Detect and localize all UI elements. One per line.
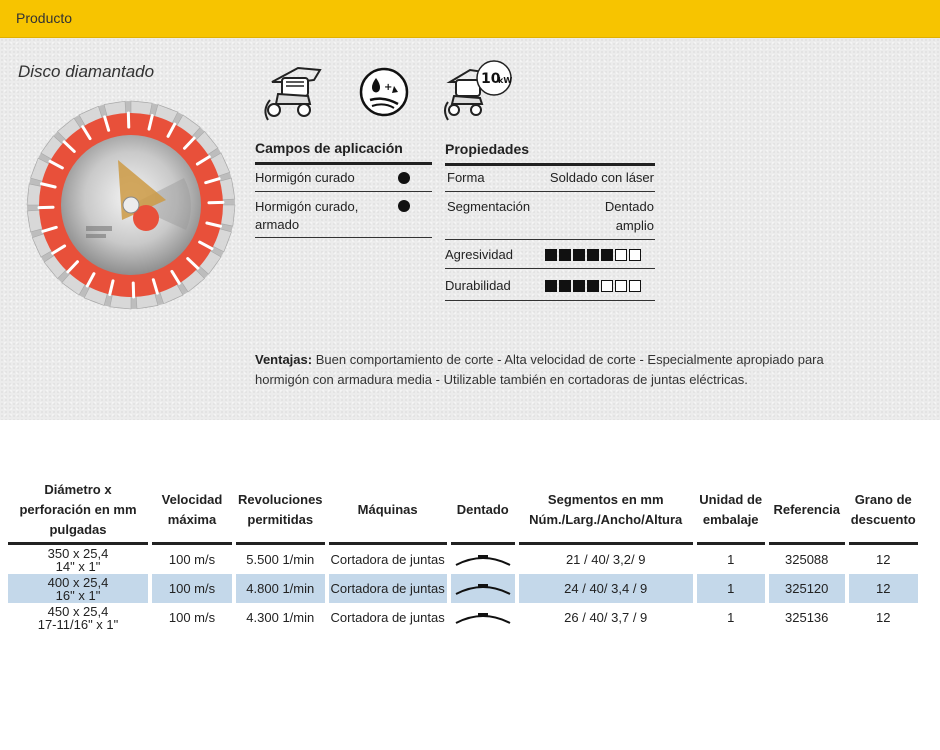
campo-hormigon-curado: Hormigón curado [255, 170, 355, 185]
rating-square [559, 280, 571, 292]
rating-square [573, 280, 585, 292]
header-title: Producto [16, 10, 73, 26]
col-unidad [697, 480, 765, 545]
col-diametro-line3: pulgadas [49, 522, 107, 537]
col-grano-line2: descuento [850, 512, 916, 527]
cell-maquina: Cortadora de juntas [329, 574, 447, 603]
rating-square [615, 280, 627, 292]
rating-square [629, 249, 641, 261]
cell-referencia: 325136 [785, 610, 829, 625]
table-row [8, 574, 918, 603]
cell-diametro-inch: 17-11/16" x 1" [37, 616, 119, 632]
specs-header-row [8, 480, 918, 545]
prop-divider [445, 300, 655, 301]
campos-divider [255, 191, 432, 192]
campo-applicable-dot [398, 200, 410, 212]
product-area [0, 38, 940, 420]
cell-diametro-inch: 14" x 1" [55, 558, 101, 574]
cell-unidad: 1 [727, 552, 735, 567]
ventajas-body: Buen comportamiento de corte - Alta velocidad de corte - Especialmente apropiado para hormigón con armadura media - Utilizable también en cortadoras de juntas eléctricas. [255, 352, 824, 387]
col-segmentos-line1: Segmentos en mm [547, 492, 664, 507]
prop-segmentacion-label: Segmentación [447, 199, 531, 214]
prop-agresividad-label: Agresividad [445, 247, 513, 262]
cell-velocidad: 100 m/s [168, 552, 216, 567]
rating-square [601, 280, 613, 292]
cell-revoluciones: 5.500 1/min [246, 552, 315, 567]
rating-square [615, 249, 627, 261]
rating-square [587, 249, 599, 261]
diamond-disc-image [26, 100, 236, 310]
campos-divider [255, 237, 432, 238]
rating-square [629, 280, 641, 292]
cell-diametro-mm: 350 x 25,4 [47, 545, 109, 561]
cell-segmentos: 21 / 40/ 3,2/ 9 [565, 552, 646, 567]
agresividad-rating [545, 249, 641, 261]
campos-title: Campos de aplicación [255, 140, 432, 165]
campo-applicable-dot [398, 172, 410, 184]
cell-unidad: 1 [697, 574, 765, 603]
svg-text:+: + [384, 82, 393, 93]
cell-diametro [8, 603, 148, 632]
cell-maquina: Cortadora de juntas [330, 552, 445, 567]
table-row [8, 603, 918, 632]
col-velocidad-line2: máxima [167, 512, 217, 527]
rating-square [559, 249, 571, 261]
propiedades-title: Propiedades [445, 141, 655, 166]
campo-hormigon-armado-line2: armado [255, 217, 300, 232]
durabilidad-rating [545, 280, 641, 292]
cell-diametro-inch: 16" x 1" [55, 587, 101, 603]
power-label-unit: kW [498, 76, 513, 85]
wet-dry-cutting-icon [358, 66, 410, 118]
dentado-segment-icon [454, 553, 512, 567]
col-diametro-line2: perforación en mm [19, 502, 137, 517]
prop-divider [445, 191, 655, 192]
cell-diametro [8, 545, 148, 574]
prop-segmentacion-value-line1: Dentado [604, 199, 654, 214]
dentado-segment-icon [454, 611, 512, 625]
rating-square [601, 249, 613, 261]
cell-dentado [451, 603, 515, 632]
cell-grano: 12 [849, 574, 918, 603]
rating-square [545, 249, 557, 261]
prop-segmentacion-value-line2: amplio [615, 218, 654, 233]
col-diametro [8, 480, 148, 545]
cell-segmentos: 26 / 40/ 3,7 / 9 [564, 610, 648, 625]
cell-dentado [451, 574, 515, 603]
prop-forma-label: Forma [447, 170, 485, 185]
ventajas-label: Ventajas: [255, 352, 313, 367]
cell-revoluciones: 4.800 1/min [236, 574, 325, 603]
col-maquinas: Máquinas [329, 480, 447, 545]
col-unidad-line1: Unidad de [699, 492, 763, 507]
cell-velocidad: 100 m/s [152, 574, 232, 603]
col-segmentos-line2: Núm./Larg./Ancho/Altura [529, 512, 683, 527]
prop-forma-value: Soldado con láser [549, 170, 654, 185]
col-velocidad-line1: Velocidad [161, 492, 223, 507]
prop-divider [445, 239, 655, 240]
cell-unidad: 1 [727, 610, 735, 625]
col-revoluciones [236, 480, 325, 545]
col-referencia: Referencia [769, 480, 845, 545]
col-dentado: Dentado [451, 480, 515, 545]
power-label-number: 10 [481, 71, 501, 87]
col-velocidad [152, 480, 232, 545]
col-unidad-line2: embalaje [702, 512, 759, 527]
campo-hormigon-armado-line1: Hormigón curado, [255, 199, 359, 214]
product-name: Disco diamantado [18, 62, 155, 81]
cell-grano: 12 [875, 610, 891, 625]
col-revoluciones-line2: permitidas [247, 512, 314, 527]
table-row [8, 545, 918, 574]
rating-square [587, 280, 599, 292]
cell-referencia: 325120 [769, 574, 845, 603]
rating-square [573, 249, 585, 261]
prop-divider [445, 268, 655, 269]
cell-grano: 12 [875, 552, 891, 567]
cell-maquina: Cortadora de juntas [330, 610, 445, 625]
header-bar [0, 0, 940, 38]
cell-segmentos: 24 / 40/ 3,4 / 9 [519, 574, 693, 603]
col-revoluciones-line1: Revoluciones [238, 492, 323, 507]
power-10kw-machine-icon [440, 60, 516, 124]
cell-dentado [451, 545, 515, 574]
ventajas-text [255, 350, 855, 390]
col-grano [849, 480, 918, 545]
col-grano-line1: Grano de [854, 492, 912, 507]
cell-diametro [8, 574, 148, 603]
specs-table [8, 480, 918, 632]
cut-off-machine-icon [258, 60, 328, 124]
dentado-segment-icon [454, 582, 512, 596]
cell-referencia: 325088 [785, 552, 829, 567]
rating-square [545, 280, 557, 292]
cell-revoluciones: 4.300 1/min [246, 610, 315, 625]
col-segmentos [519, 480, 693, 545]
cell-diametro-mm: 400 x 25,4 [47, 574, 109, 590]
cell-velocidad: 100 m/s [168, 610, 216, 625]
cell-diametro-mm: 450 x 25,4 [47, 603, 109, 619]
prop-durabilidad-label: Durabilidad [445, 278, 511, 293]
col-diametro-line1: Diámetro x [44, 482, 112, 497]
